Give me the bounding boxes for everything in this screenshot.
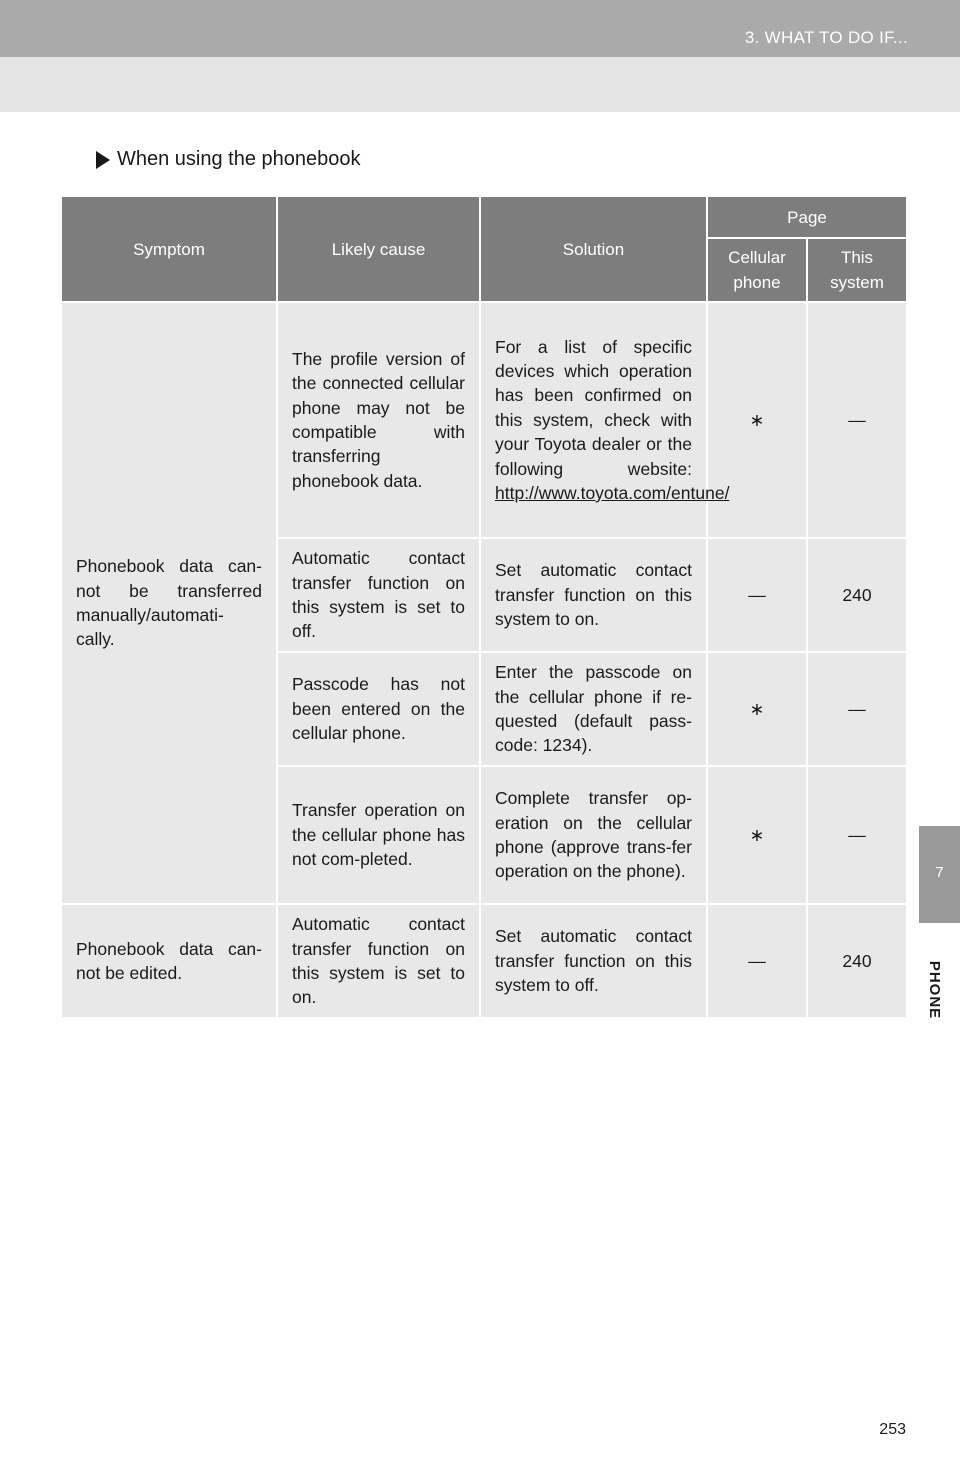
header-solution: Solution (480, 196, 707, 302)
page-cellular-cell: ∗ (707, 302, 807, 538)
page-system-cell: — (807, 302, 907, 538)
solution-cell: Enter the passcode on the cellular phone if re-quested (default pass-code: 1234). (480, 652, 707, 766)
solution-cell: Complete transfer op-eration on the cellular phone (approve trans-fer operation on the phone). (480, 766, 707, 904)
symptom-cell: Phonebook data can-not be transferred manually/automati-cally. (61, 302, 277, 904)
cause-cell: The profile version of the connected cellular phone may not be compatible with transferring phonebook data. (277, 302, 480, 538)
header-symptom: Symptom (61, 196, 277, 302)
chapter-label: PHONE (926, 960, 944, 1020)
cause-cell: Transfer operation on the cellular phone has not com-pleted. (277, 766, 480, 904)
section-heading-text: When using the phonebook (117, 148, 361, 170)
cause-cell: Automatic contact transfer function on this system is set to on. (277, 904, 480, 1018)
page-cellular-cell: — (707, 538, 807, 652)
solution-cell (480, 302, 730, 538)
section-heading (96, 148, 361, 171)
table-row (61, 904, 907, 1018)
header-likely-cause: Likely cause (277, 196, 480, 302)
table-row (61, 302, 907, 538)
header-sub-band (0, 57, 960, 112)
page-system-cell: 240 (807, 904, 907, 1018)
website-link[interactable]: http://www.toyota.com/entune/ (495, 483, 730, 504)
triangle-bullet-icon (96, 151, 110, 169)
cause-cell: Automatic contact transfer function on this system is set to off. (277, 538, 480, 652)
header-cellular-phone: Cellular phone (707, 238, 807, 302)
chapter-title: 3. WHAT TO DO IF... (744, 28, 908, 47)
page-system-cell: 240 (807, 538, 907, 652)
symptom-cell: Phonebook data can-not be edited. (61, 904, 277, 1018)
page-system-cell: — (807, 652, 907, 766)
page-cellular-cell: ∗ (707, 652, 807, 766)
page-cellular-cell: — (707, 904, 807, 1018)
page-cellular-cell: ∗ (707, 766, 807, 904)
troubleshooting-table (60, 195, 908, 1019)
solution-text: For a list of specific devices which operation has been confirmed on this system, check with your Toyota dealer or the following website: (495, 336, 692, 479)
header-this-system: This system (807, 238, 907, 302)
cause-cell: Passcode has not been entered on the cellular phone. (277, 652, 480, 766)
solution-cell: Set automatic contact transfer function on this system to off. (480, 904, 707, 1018)
chapter-tab-number: 7 (935, 864, 944, 881)
page-system-cell: — (807, 766, 907, 904)
header-page: Page (707, 196, 907, 238)
page-number: 253 (879, 1421, 906, 1438)
solution-cell: Set automatic contact transfer function on this system to on. (480, 538, 707, 652)
